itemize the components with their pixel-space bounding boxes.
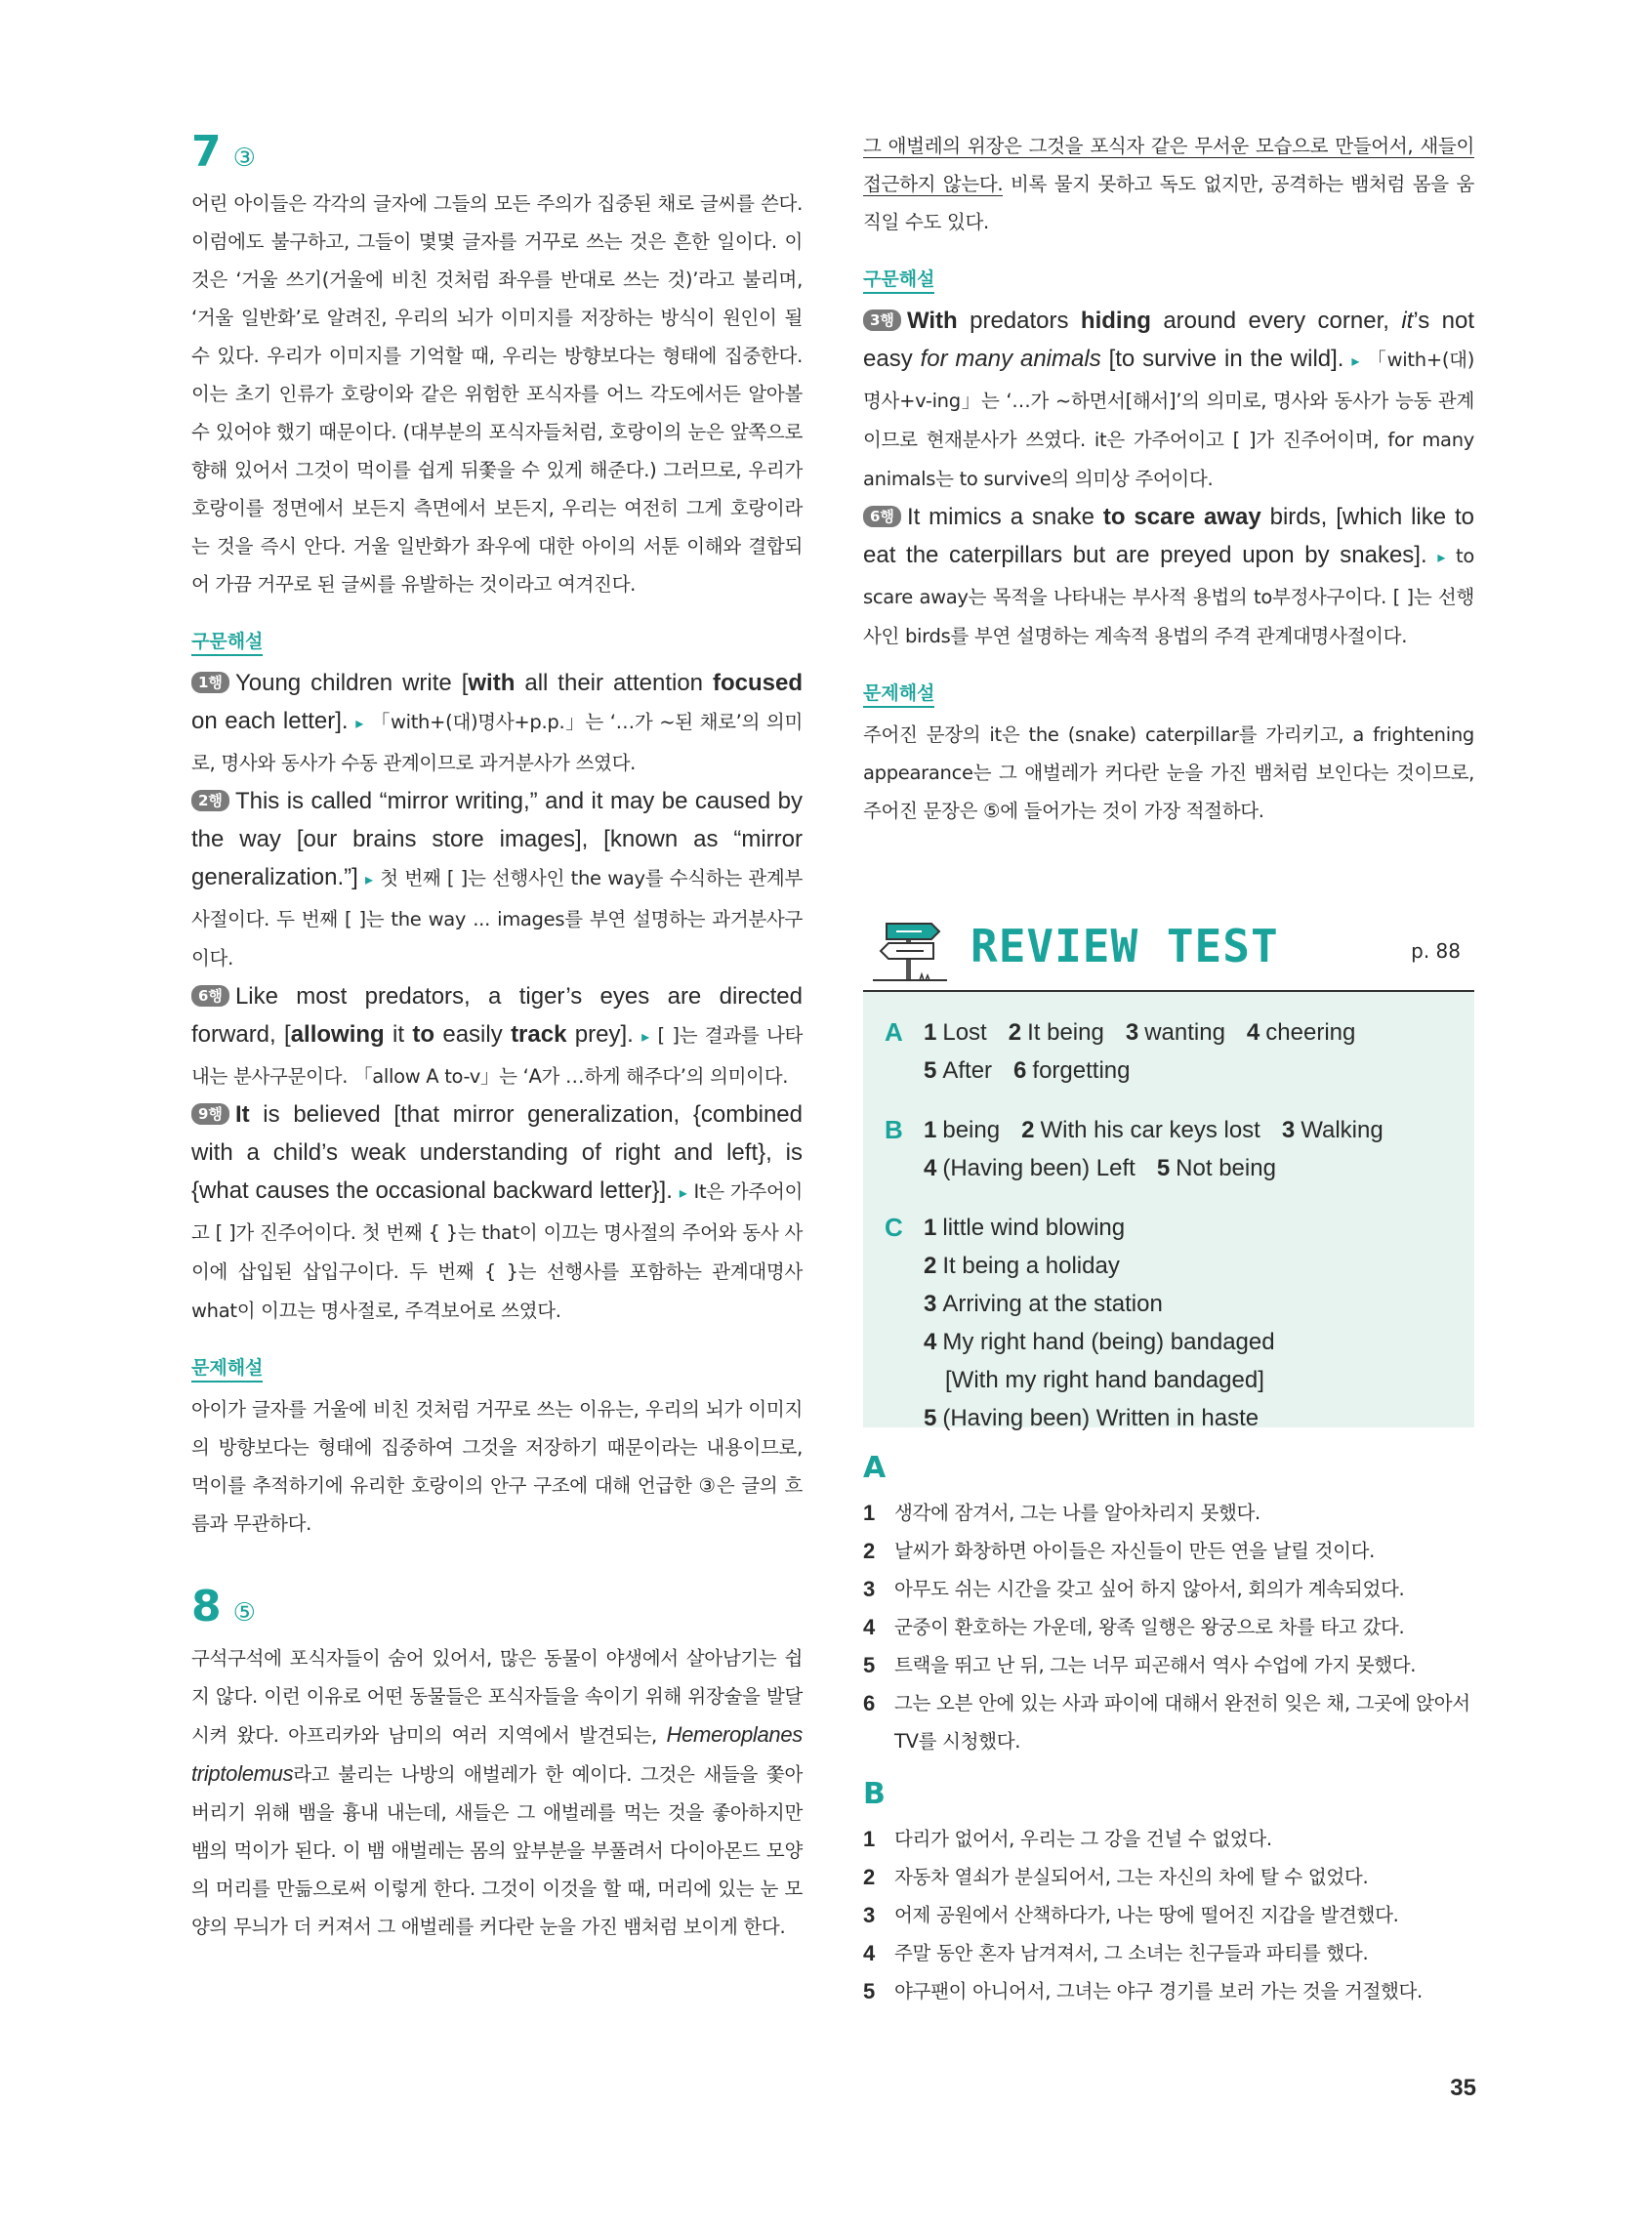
list-item: 3 아무도 쉬는 시간을 갖고 싶어 하지 않아서, 회의가 계속되었다. <box>863 1577 1405 1601</box>
triangle-icon: ▸ <box>355 716 364 732</box>
triangle-icon: ▸ <box>1437 550 1446 566</box>
grammar-note-4: 9행 It is believed [that mirror generalization, {combined with a child’s weak understanding of right and left}, is {what causes the occasional backward letter}]. ▸ It은 가주어이고 [ ]가 진주어이다. 첫 번째 { }는 that이 이끄는 명사절의 주어와 동사 사이에 삽입된 삽입구이다. 두 번째 { }는 선행사를 포함하는 관계대명사 what이 이끄는 명사절로, 주격보어로 쓰였다. <box>191 1101 804 1322</box>
section-b-list <box>863 1820 1474 2010</box>
line-tag: 9행 <box>191 1103 229 1125</box>
grammar-note-2: 2행 This is called “mirror writing,” and it may be caused by the way [our brains store images], [known as “mirror generalization.”] ▸ 첫 번째 [ ]는 선행사인 the way를 수식하는 관계부사절이다. 두 번째 [ ]는 the way ... images를 부연 설명하는 과거분사구이다. <box>191 788 803 970</box>
grammar-section-title: 구문해설 <box>191 629 263 656</box>
underlined-sentence: 그 애벌레의 위장은 그것을 포식자 같은 무서운 모습으로 만들어서, 새들이 접근하지 않는다. <box>863 135 1474 195</box>
line-tag: 6행 <box>863 506 901 527</box>
translation-paragraph: 어린 아이들은 각각의 글자에 그들의 모든 주의가 집중된 채로 글씨를 쓴다. 이럼에도 불구하고, 그들이 몇몇 글자를 거꾸로 쓰는 것은 흔한 일이다. 이것은 ‘거울 쓰기(거울에 비친 것처럼 좌우를 반대로 쓰는 것)’라고 불리며, ‘거울 일반화’로 알려진, 우리의 뇌가 이미지를 저장하는 방식이 원인이 될 수 있다. 우리가 이미지를 기억할 때, 우리는 방향보다는 형태에 집중한다. 이는 초기 인류가 호랑이와 같은 위험한 포식자를 어느 각도에서든 알아볼 수 있어야 했기 때문이다. (대부분의 포식자들처럼, 호랑이의 눈은 앞쪽으로 향해 있어서 그것이 먹이를 쉽게 뒤쫓을 수 있게 해준다.) 그러므로, 우리가 호랑이를 정면에서 보든지 측면에서 보든지, 우리는 여전히 그게 호랑이라는 것을 즉시 안다. 거울 일반화가 좌우에 대한 아이의 서툰 이해와 결합되어 가끔 거꾸로 된 글씨를 유발하는 것이라고 여겨진다. <box>191 192 803 596</box>
line-tag: 2행 <box>191 790 229 811</box>
translation-paragraph: 구석구석에 포식자들이 숨어 있어서, 많은 동물이 야생에서 살아남기는 쉽지 않다. 이런 이유로 어떤 동물들은 포식자들을 속이기 위해 위장술을 발달시켜 왔다. 아프리카와 남미의 여러 지역에서 발견되는, Hemeroplanes triptolemus라고 불리는 나방의 애벌레가 한 예이다. 그것은 새들을 쫓아 버리기 위해 뱀을 흉내 내는데, 새들은 그 애벌레를 먹는 것을 좋아하지만 뱀의 먹이가 된다. 이 뱀 애벌레는 몸의 앞부분을 부풀려서 다이아몬드 모양의 머리를 만듦으로써 이렇게 한다. 그것이 이것을 할 때, 머리에 있는 눈 모양의 무늬가 더 커져서 그 애벌레를 커다란 눈을 가진 뱀처럼 보이게 한다. <box>191 1647 803 1938</box>
list-item: 4 주말 동안 혼자 남겨져서, 그 소녀는 친구들과 파티를 했다. <box>863 1941 1369 1965</box>
grammar-note-3: 6행 Like most predators, a tiger’s eyes are directed forward, [allowing it to easily track prey]. ▸ [ ]는 결과를 나타내는 분사구문이다. 「allow A to-v」는 ‘A가 …하게 해주다’의 의미이다. <box>191 983 804 1088</box>
line-tag: 3행 <box>863 310 901 331</box>
list-item: 3 어제 공원에서 산책하다가, 나는 땅에 떨어진 지갑을 발견했다. <box>863 1903 1399 1927</box>
translation-continued: 그 애벌레의 위장은 그것을 포식자 같은 무서운 모습으로 만들어서, 새들이 접근하지 않는다. 비록 물지 못하고 독도 없지만, 공격하는 뱀처럼 몸을 움직일 수도 있다. <box>863 135 1474 233</box>
triangle-icon: ▸ <box>365 872 374 888</box>
question-number: 7 <box>191 127 222 177</box>
triangle-icon: ▸ <box>679 1185 687 1202</box>
section-b-label: B <box>863 1777 886 1811</box>
list-item: 5 야구팬이 아니어서, 그녀는 야구 경기를 보러 가는 것을 거절했다. <box>863 1979 1423 2003</box>
list-item: 2 자동차 열쇠가 분실되어서, 그는 자신의 차에 탈 수 없었다. <box>863 1865 1369 1889</box>
question-8-header <box>191 1582 803 1631</box>
review-answer-box: A 1 Lost 2 It being 3 wanting 4 cheering 5 After 6 forgetting B 1 being 2 With his car keys lost 3 Walking 4 (Having been) Left 5 Not being C 1 little wind blowing 2 It being a holiday 3 Arriving at the station 4 My right hand (being) bandaged [With my right hand bandaged] 5 (Having been) Written in haste <box>863 992 1474 1427</box>
page-number: 35 <box>1450 2075 1476 2101</box>
list-item: 1 생각에 잠겨서, 그는 나를 알아차리지 못했다. <box>863 1501 1260 1525</box>
grammar-note-1: 1행 Young children write [with all their attention focused on each letter]. ▸ 「with+(대)명사+p.p.」는 ‘…가 ~된 채로’의 의미로, 명사와 동사가 수동 관계이므로 과거분사가 쓰였다. <box>191 670 804 774</box>
signpost-icon <box>873 920 947 984</box>
list-item: 1 다리가 없어서, 우리는 그 강을 건널 수 없었다. <box>863 1827 1272 1851</box>
problem-section-title: 문제해설 <box>191 1355 263 1383</box>
left-column <box>191 127 803 1946</box>
question-7-header <box>191 127 803 177</box>
section-a-list <box>863 1494 1474 1760</box>
problem-explanation: 아이가 글자를 거울에 비친 것처럼 거꾸로 쓰는 이유는, 우리의 뇌가 이미지의 방향보다는 형태에 집중하여 그것을 저장하기 때문이라는 내용이므로, 먹이를 추적하기에 유리한 호랑이의 안구 구조에 대해 언급한 ③은 글의 흐름과 무관하다. <box>191 1398 803 1535</box>
triangle-icon: ▸ <box>641 1029 650 1046</box>
line-tag: 1행 <box>191 672 229 693</box>
problem-explanation: 주어진 문장의 it은 the (snake) caterpillar를 가리키고, a frightening appearance는 그 애벌레가 커다란 눈을 가진 뱀처럼 보인다는 것이므로, 주어진 문장은 ⑤에 들어가는 것이 가장 적절하다. <box>863 723 1474 822</box>
triangle-icon: ▸ <box>1351 353 1360 370</box>
list-item: 4 군중이 환호하는 가운데, 왕족 일행은 왕궁으로 차를 타고 갔다. <box>863 1615 1405 1639</box>
review-test-header <box>863 916 1474 992</box>
list-item: 2 날씨가 화창하면 아이들은 자신들이 만든 연을 날릴 것이다. <box>863 1539 1376 1563</box>
page-reference: p. 88 <box>1411 939 1461 963</box>
section-a-label: A <box>863 1451 887 1485</box>
grammar-note-2: 6행 It mimics a snake to scare away birds, [which like to eat the caterpillars but are preyed upon by snakes]. ▸ to scare away는 목적을 나타내는 부사적 용법의 to부정사구이다. [ ]는 선행사인 birds를 부연 설명하는 계속적 용법의 주격 관계대명사절이다. <box>863 504 1475 647</box>
grammar-note-1: 3행 With predators hiding around every corner, it’s not easy for many animals [to survive in the wild]. ▸ 「with+(대)명사+v-ing」는 ‘…가 ~하면서[해서]’의 의미로, 명사와 동사가 능동 관계이므로 현재분사가 쓰였다. it은 가주어이고 [ ]가 진주어이며, for many animals는 to survive의 의미상 주어이다. <box>863 308 1475 490</box>
answer-mark: ⑤ <box>232 1598 256 1628</box>
question-number: 8 <box>191 1582 222 1631</box>
grammar-section-title: 구문해설 <box>863 267 934 294</box>
line-tag: 6행 <box>191 985 229 1007</box>
list-item: 6 그는 오븐 안에 있는 사과 파이에 대해서 완전히 잊은 채, 그곳에 앉아서 TV를 시청했다. <box>863 1691 1470 1753</box>
answer-mark: ③ <box>232 144 256 173</box>
review-test-title: REVIEW TEST <box>971 920 1279 972</box>
problem-section-title: 문제해설 <box>863 681 934 708</box>
list-item: 5 트랙을 뛰고 난 뒤, 그는 너무 피곤해서 역사 수업에 가지 못했다. <box>863 1653 1417 1677</box>
right-column <box>863 127 1474 830</box>
